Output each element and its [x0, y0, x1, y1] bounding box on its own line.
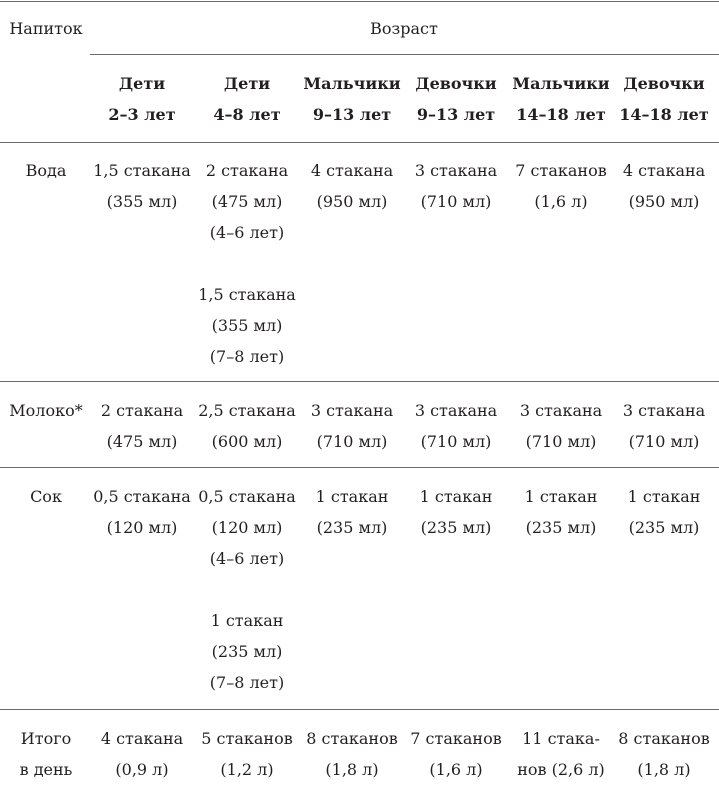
table-cell	[525, 481, 598, 543]
row-label-line: Сок	[30, 487, 62, 506]
column-header-5	[619, 68, 708, 130]
table-cell	[618, 723, 709, 785]
cell-line: 11 стака-	[522, 729, 600, 748]
cell-line: 3 стакана	[414, 401, 498, 420]
cell-line: 0,5 стакана	[93, 487, 191, 506]
cell-line: (120 мл)	[211, 518, 283, 537]
header-age: Возраст	[370, 19, 438, 38]
table-cell	[410, 723, 501, 785]
table-cell	[93, 155, 191, 217]
cell-line: (235 мл)	[420, 518, 492, 537]
cell-line: (235 мл)	[316, 518, 388, 537]
cell-line: (1,2 л)	[220, 760, 274, 779]
row-label-total	[20, 723, 73, 785]
cell-line: нов (2,6 л)	[517, 760, 605, 779]
cell-line: 1 стакан	[524, 487, 598, 506]
cell-line: 7 стаканов	[515, 161, 607, 180]
column-header-line1: Девочки	[415, 74, 497, 93]
cell-line: 2 стакана	[205, 161, 289, 180]
table-cell	[306, 723, 397, 785]
row-label-milk	[9, 395, 82, 426]
cell-line: (475 мл)	[106, 432, 178, 451]
cell-line: 4 стакана	[310, 161, 394, 180]
column-header-line1: Дети	[223, 74, 271, 93]
cell-line: (710 мл)	[420, 192, 492, 211]
table-cell	[623, 395, 705, 457]
column-header-4	[512, 68, 609, 130]
cell-line: 2 стакана	[100, 401, 184, 420]
row-label-juice	[30, 481, 62, 512]
cell-line: (120 мл)	[106, 518, 178, 537]
column-header-line2: 9–13 лет	[416, 105, 496, 124]
table-cell	[311, 155, 393, 217]
cell-line: (475 мл)	[211, 192, 283, 211]
cell-line: 1 стакан	[419, 487, 493, 506]
column-header-line2: 14–18 лет	[619, 105, 709, 124]
table-cell	[93, 481, 191, 543]
cell-line: 3 стакана	[519, 401, 603, 420]
header-bottom-rule	[0, 142, 719, 143]
cell-line: (1,6 л)	[534, 192, 588, 211]
table-cell	[198, 481, 296, 698]
column-header-line2: 14–18 лет	[516, 105, 606, 124]
column-header-line1: Мальчики	[303, 74, 401, 93]
cell-line: (235 мл)	[525, 518, 597, 537]
cell-line: (950 мл)	[316, 192, 388, 211]
column-header-line1: Дети	[118, 74, 166, 93]
cell-line: 1 стакан	[210, 611, 284, 630]
cell-line: 3 стакана	[622, 401, 706, 420]
cell-line: (1,6 л)	[429, 760, 483, 779]
column-header-1	[213, 68, 280, 130]
cell-line: 1 стакан	[627, 487, 701, 506]
cell-line: (1,8 л)	[325, 760, 379, 779]
table-cell	[420, 481, 493, 543]
cell-line: 4 стакана	[100, 729, 184, 748]
row-label-line: в день	[19, 760, 73, 779]
cell-line: (7–8 лет)	[209, 347, 285, 366]
cell-line: (710 мл)	[420, 432, 492, 451]
table-cell	[198, 395, 296, 457]
row-divider-juice	[0, 709, 719, 710]
row-divider-water	[0, 381, 719, 382]
row-label-line: Вода	[25, 161, 67, 180]
cell-line: (355 мл)	[106, 192, 178, 211]
table-cell	[101, 723, 183, 785]
cell-line: (710 мл)	[525, 432, 597, 451]
cell-line: (710 мл)	[316, 432, 388, 451]
table-cell	[517, 723, 605, 785]
column-header-2	[303, 68, 400, 130]
cell-line: (355 мл)	[211, 316, 283, 335]
column-header-line1: Девочки	[623, 74, 705, 93]
cell-line: 0,5 стакана	[198, 487, 296, 506]
age-subheader-rule	[90, 54, 719, 55]
cell-line: 1 стакан	[315, 487, 389, 506]
table-cell	[515, 155, 606, 217]
cell-line: (710 мл)	[628, 432, 700, 451]
column-header-3	[415, 68, 496, 130]
column-header-0	[108, 68, 175, 130]
column-header-line2: 2–3 лет	[108, 105, 176, 124]
cell-line: (7–8 лет)	[209, 673, 285, 692]
column-header-line1: Мальчики	[512, 74, 610, 93]
cell-line: (600 мл)	[211, 432, 283, 451]
row-label-line: Итого	[20, 729, 72, 748]
cell-line: 1,5 стакана	[198, 285, 296, 304]
cell-line: 1,5 стакана	[93, 161, 191, 180]
table-cell	[415, 395, 497, 457]
table-cell	[198, 155, 296, 372]
row-label-water	[26, 155, 67, 186]
row-label-line: Молоко*	[9, 401, 83, 420]
cell-line: 8 стаканов	[306, 729, 398, 748]
table-cell	[201, 723, 292, 785]
table-cell	[520, 395, 602, 457]
top-rule	[0, 1, 719, 2]
table-cell	[316, 481, 389, 543]
cell-line: 7 стаканов	[410, 729, 502, 748]
cell-line: (4–6 лет)	[209, 549, 285, 568]
cell-line: 3 стакана	[310, 401, 394, 420]
table-cell	[101, 395, 183, 457]
column-header-line2: 9–13 лет	[312, 105, 392, 124]
cell-line: (235 мл)	[628, 518, 700, 537]
table-cell	[628, 481, 701, 543]
table-cell	[623, 155, 705, 217]
cell-line: (950 мл)	[628, 192, 700, 211]
cell-line: 2,5 стакана	[198, 401, 296, 420]
header-drink: Напиток	[9, 19, 83, 38]
cell-line: 5 стаканов	[201, 729, 293, 748]
cell-line: (0,9 л)	[115, 760, 169, 779]
cell-line: (1,8 л)	[637, 760, 691, 779]
cell-line: 4 стакана	[622, 161, 706, 180]
table-cell	[415, 155, 497, 217]
row-divider-milk	[0, 467, 719, 468]
cell-line: (235 мл)	[211, 642, 283, 661]
cell-line: 3 стакана	[414, 161, 498, 180]
cell-line: 8 стаканов	[618, 729, 710, 748]
cell-line: (4–6 лет)	[209, 223, 285, 242]
column-header-line2: 4–8 лет	[213, 105, 281, 124]
table-cell	[311, 395, 393, 457]
